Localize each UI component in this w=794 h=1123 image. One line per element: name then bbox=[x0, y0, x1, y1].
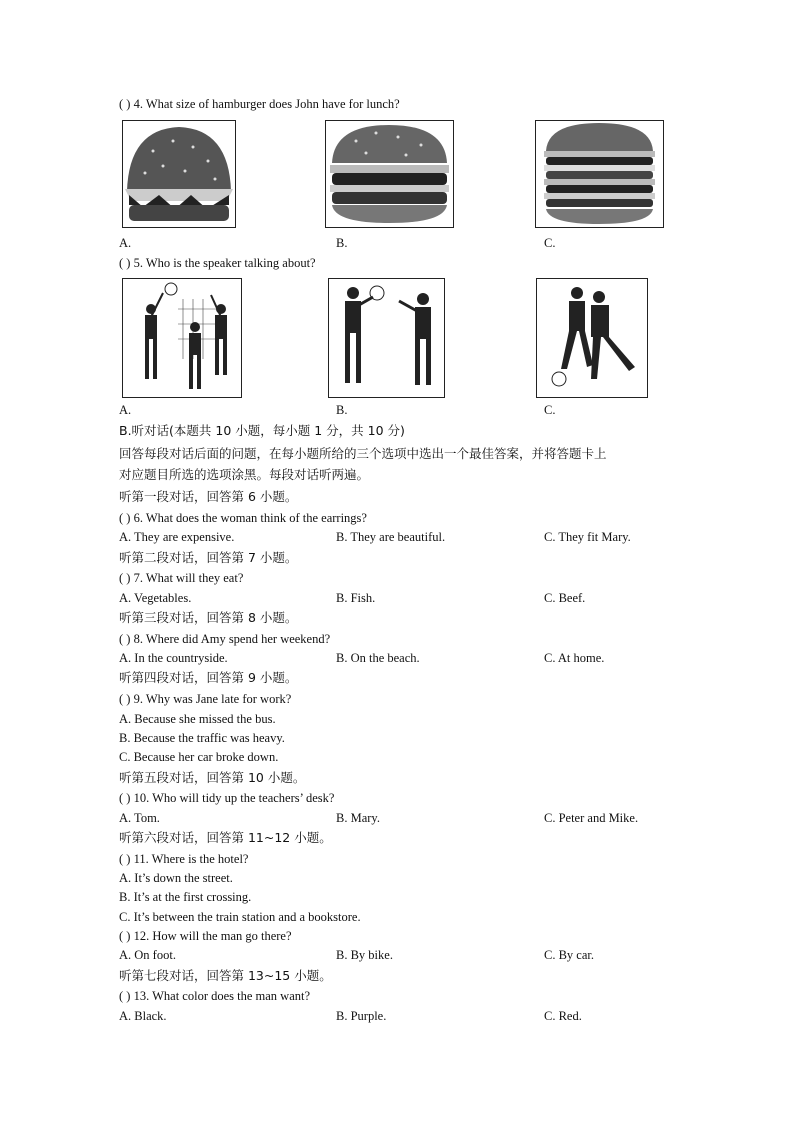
q7-option-b: B. Fish. bbox=[336, 591, 376, 605]
q11-option-c: C. It’s between the train station and a bookstore. bbox=[119, 910, 361, 924]
q5-option-b: B. bbox=[336, 403, 348, 417]
q6-option-a: A. They are expensive. bbox=[119, 530, 235, 544]
hamburger-large-image bbox=[535, 120, 664, 228]
q6-option-b: B. They are beautiful. bbox=[336, 530, 446, 544]
q4-option-c: C. bbox=[544, 236, 556, 250]
q4-option-a: A. bbox=[119, 236, 132, 250]
q8-option-c: C. At home. bbox=[544, 651, 605, 665]
question-12: ( ) 12. How will the man go there? bbox=[119, 929, 292, 943]
q6-option-c: C. They fit Mary. bbox=[544, 530, 631, 544]
section-b-title: B.听对话(本题共 10 小题，每小题 1 分，共 10 分) bbox=[119, 423, 405, 438]
dialogue-7-heading: 听第七段对话，回答第 13~15 小题。 bbox=[119, 968, 332, 983]
q9-option-b: B. Because the traffic was heavy. bbox=[119, 731, 285, 745]
q5-option-a: A. bbox=[119, 403, 132, 417]
q8-option-b: B. On the beach. bbox=[336, 651, 420, 665]
football-image bbox=[536, 278, 648, 398]
question-13: ( ) 13. What color does the man want? bbox=[119, 989, 311, 1003]
dialogue-4-heading: 听第四段对话，回答第 9 小题。 bbox=[119, 670, 298, 685]
q12-option-a: A. On foot. bbox=[119, 948, 176, 962]
question-10: ( ) 10. Who will tidy up the teachers’ desk? bbox=[119, 791, 335, 805]
dialogue-2-heading: 听第二段对话，回答第 7 小题。 bbox=[119, 550, 298, 565]
dialogue-3-heading: 听第三段对话，回答第 8 小题。 bbox=[119, 610, 298, 625]
q12-option-c: C. By car. bbox=[544, 948, 594, 962]
dialogue-5-heading: 听第五段对话，回答第 10 小题。 bbox=[119, 770, 306, 785]
q8-option-a: A. In the countryside. bbox=[119, 651, 228, 665]
q10-option-b: B. Mary. bbox=[336, 811, 380, 825]
question-11: ( ) 11. Where is the hotel? bbox=[119, 852, 249, 866]
q5-option-c: C. bbox=[544, 403, 556, 417]
question-4: ( ) 4. What size of hamburger does John have for lunch? bbox=[119, 97, 400, 111]
q10-option-a: A. Tom. bbox=[119, 811, 160, 825]
q7-option-a: A. Vegetables. bbox=[119, 591, 192, 605]
q9-option-a: A. Because she missed the bus. bbox=[119, 712, 276, 726]
question-9: ( ) 9. Why was Jane late for work? bbox=[119, 692, 292, 706]
q11-option-b: B. It’s at the first crossing. bbox=[119, 890, 252, 904]
volleyball-image bbox=[122, 278, 242, 398]
dialogue-6-heading: 听第六段对话，回答第 11~12 小题。 bbox=[119, 830, 332, 845]
q11-option-a: A. It’s down the street. bbox=[119, 871, 233, 885]
q13-option-a: A. Black. bbox=[119, 1009, 167, 1023]
q7-option-c: C. Beef. bbox=[544, 591, 586, 605]
hamburger-small-image bbox=[122, 120, 236, 228]
section-b-instructions-1: 回答每段对话后面的问题，在每小题所给的三个选项中选出一个最佳答案，并将答题卡上 bbox=[119, 446, 607, 461]
question-6: ( ) 6. What does the woman think of the earrings? bbox=[119, 511, 367, 525]
question-8: ( ) 8. Where did Amy spend her weekend? bbox=[119, 632, 331, 646]
q9-option-c: C. Because her car broke down. bbox=[119, 750, 279, 764]
hamburger-medium-image bbox=[325, 120, 454, 228]
question-5: ( ) 5. Who is the speaker talking about? bbox=[119, 256, 316, 270]
section-b-instructions-2: 对应题目所选的选项涂黑。每段对话听两遍。 bbox=[119, 467, 370, 482]
dialogue-1-heading: 听第一段对话，回答第 6 小题。 bbox=[119, 489, 298, 504]
q10-option-c: C. Peter and Mike. bbox=[544, 811, 639, 825]
q13-option-c: C. Red. bbox=[544, 1009, 582, 1023]
q13-option-b: B. Purple. bbox=[336, 1009, 387, 1023]
q12-option-b: B. By bike. bbox=[336, 948, 393, 962]
basketball-image bbox=[328, 278, 445, 398]
q4-option-b: B. bbox=[336, 236, 348, 250]
question-7: ( ) 7. What will they eat? bbox=[119, 571, 244, 585]
